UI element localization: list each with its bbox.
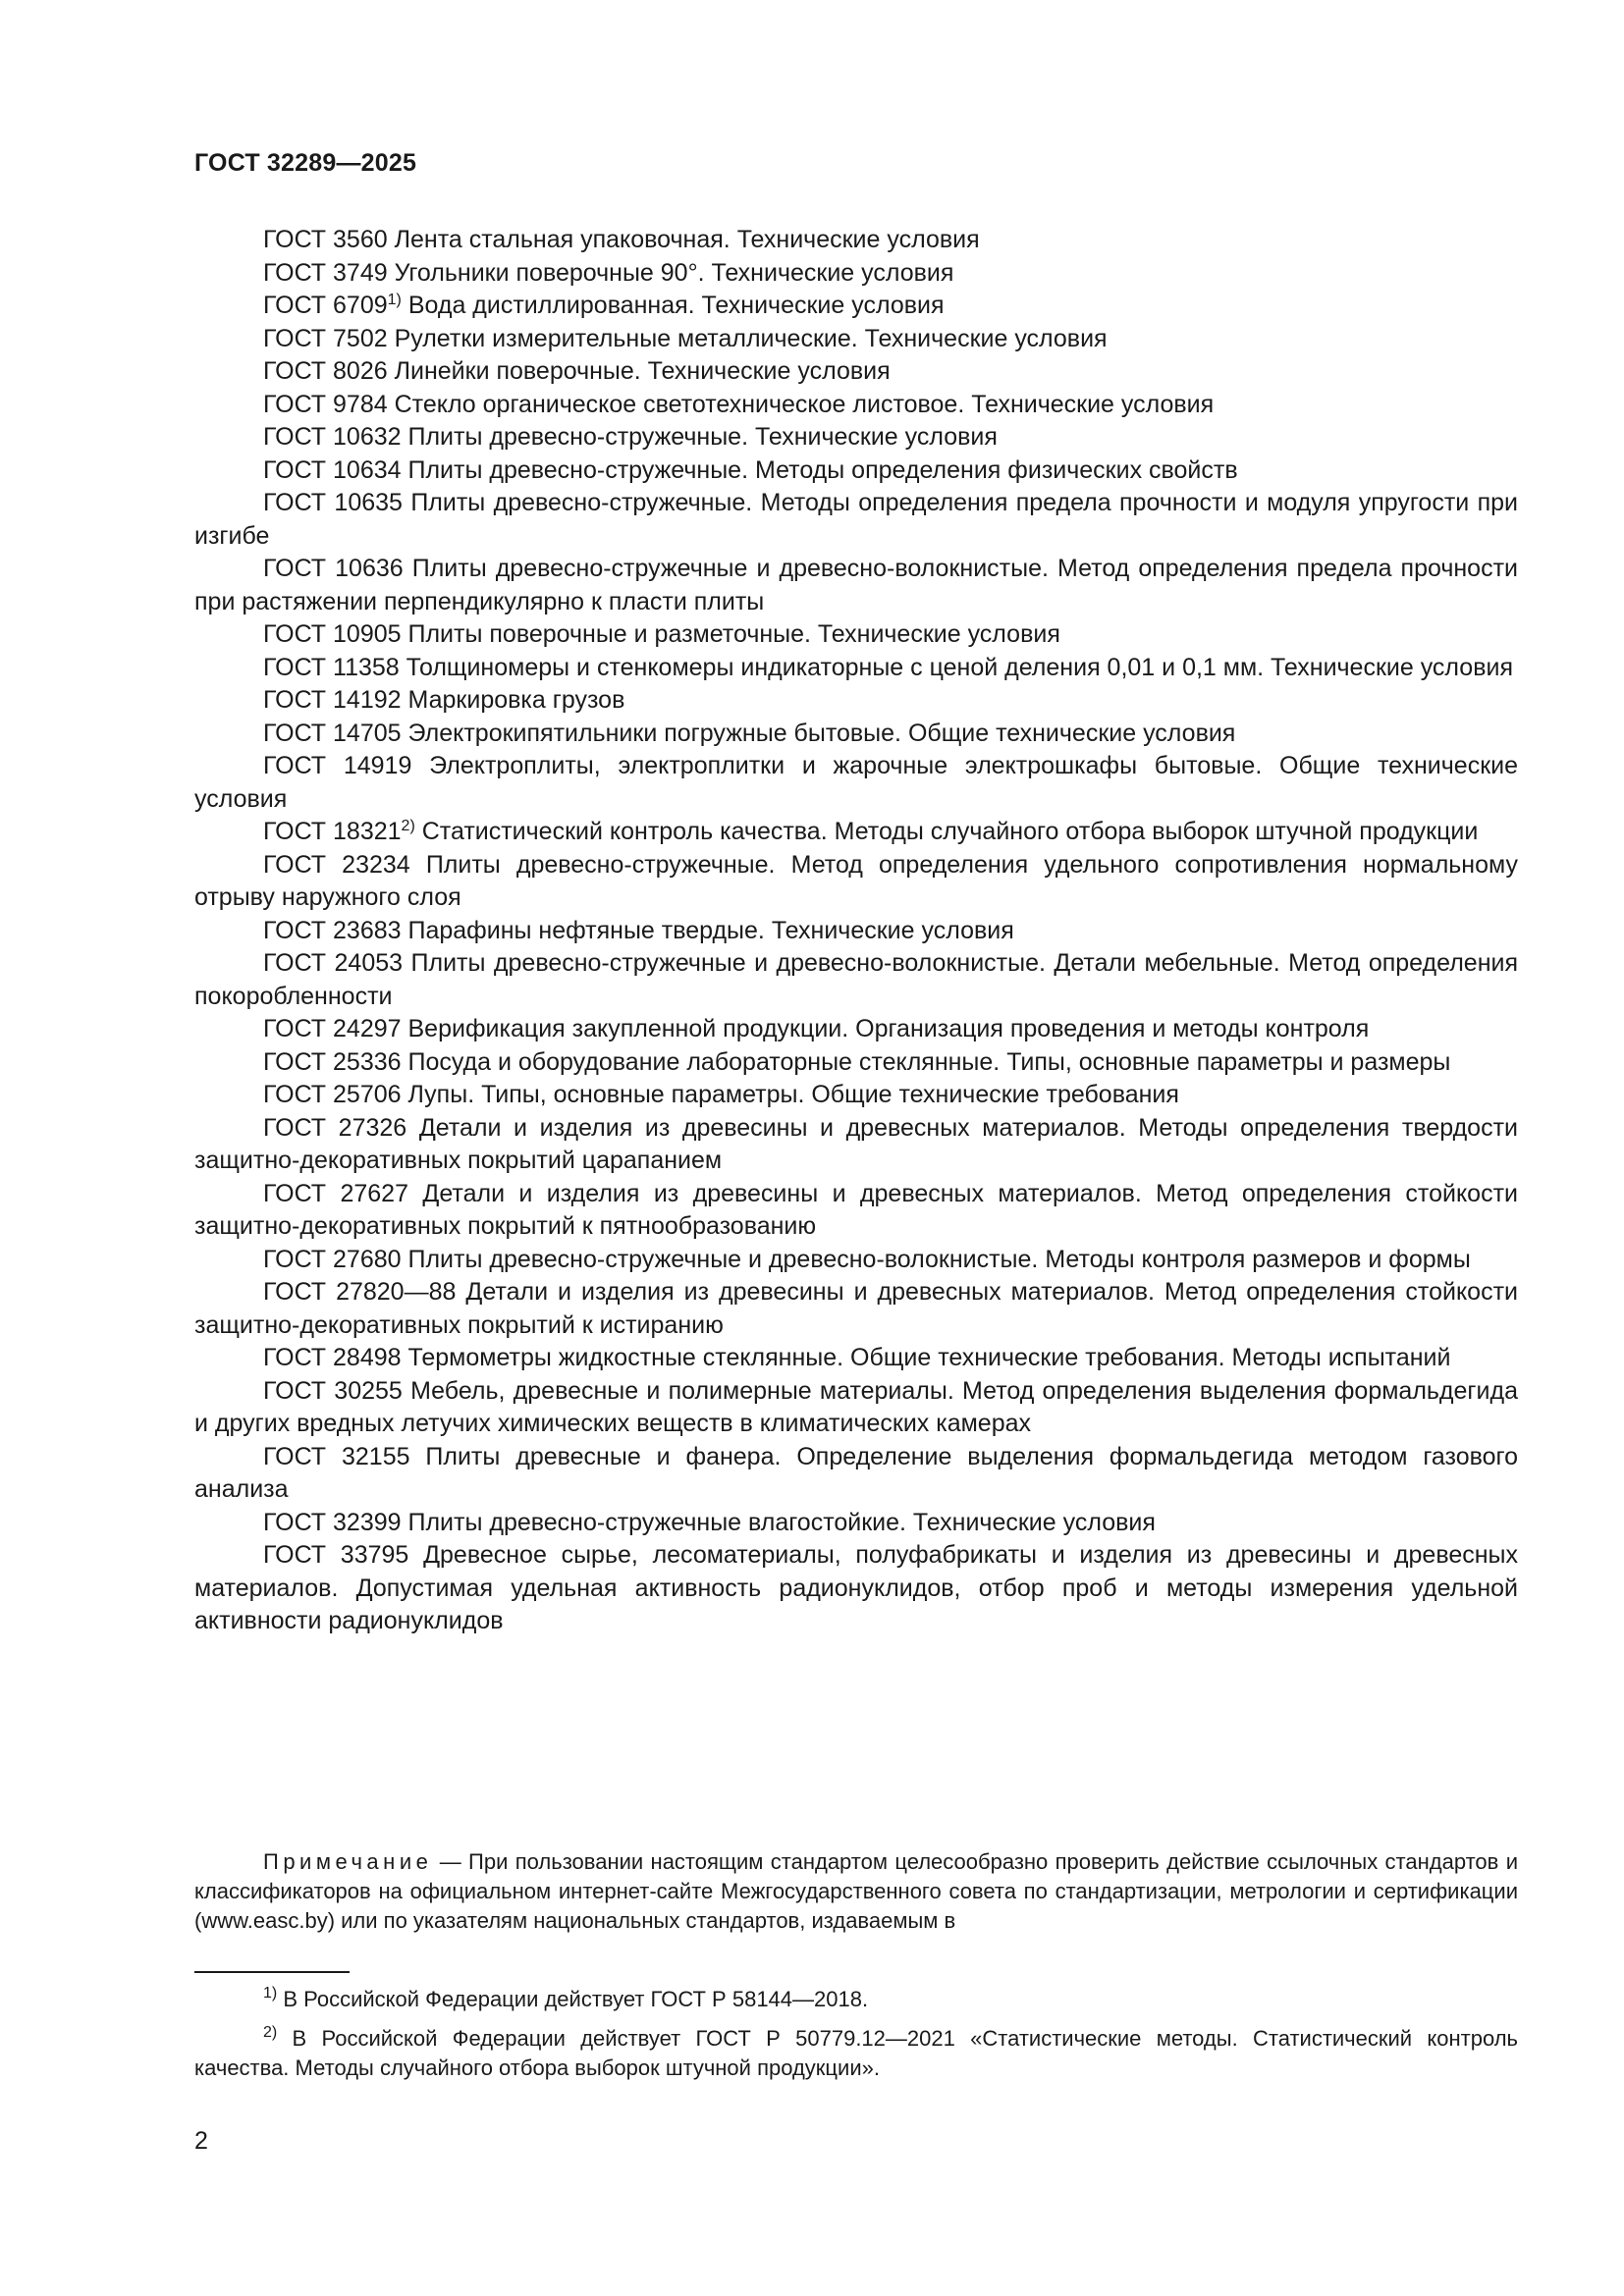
reference-item bbox=[194, 718, 1518, 751]
reference-title: Линейки поверочные. Технические условия bbox=[394, 357, 891, 385]
reference-code: ГОСТ 30255 bbox=[263, 1376, 403, 1405]
reference-title: Верификация закупленной продукции. Организация проведения и методы контроля bbox=[407, 1015, 1370, 1042]
reference-title: Плиты древесно-стружечные. Методы определения физических свойств bbox=[407, 455, 1238, 484]
reference-title: Плиты древесно-стружечные. Метод определения удельного сопротивления нормальному отрыву наружного слоя bbox=[194, 850, 1518, 911]
reference-code: ГОСТ 9784 bbox=[263, 390, 388, 418]
reference-title: Посуда и оборудование лабораторные стеклянные. Типы, основные параметры и размеры bbox=[407, 1047, 1451, 1076]
reference-title: Древесное сырье, лесоматериалы, полуфабрикаты и изделия из древесины и древесных материалов. Допустимая удельная активность радионуклидов, отбор проб и методы измерения удельной активности радионуклидов bbox=[194, 1541, 1519, 1634]
footnote-reference-mark: 1) bbox=[387, 292, 402, 309]
reference-item bbox=[194, 1046, 1518, 1080]
reference-item bbox=[194, 1079, 1518, 1112]
reference-code: ГОСТ 10635 bbox=[263, 489, 403, 516]
reference-item bbox=[194, 915, 1518, 948]
reference-item bbox=[194, 750, 1518, 816]
footnote-mark: 2) bbox=[263, 2024, 278, 2042]
reference-code: ГОСТ 7502 bbox=[263, 324, 388, 352]
reference-code: ГОСТ 33795 bbox=[263, 1541, 409, 1569]
reference-title: Плиты древесно-стружечные. Методы определения предела прочности и модуля упругости при изгибе bbox=[194, 489, 1518, 550]
reference-title: Электроплиты, электроплитки и жарочные электрошкафы бытовые. Общие технические условия bbox=[194, 752, 1519, 813]
reference-title: Плиты поверочные и разметочные. Технические условия bbox=[407, 620, 1060, 648]
reference-code: ГОСТ 25706 bbox=[263, 1081, 402, 1108]
reference-item bbox=[194, 1013, 1518, 1046]
reference-item bbox=[194, 1539, 1518, 1638]
reference-item bbox=[194, 849, 1518, 915]
reference-item bbox=[194, 389, 1518, 422]
reference-item bbox=[194, 618, 1518, 652]
reference-code: ГОСТ 11358 bbox=[263, 653, 400, 681]
reference-code: ГОСТ 27326 bbox=[263, 1113, 407, 1142]
reference-title: Детали и изделия из древесины и древесных материалов. Метод определения стойкости защитно-декоративных покрытий к пятнообразованию bbox=[194, 1179, 1518, 1240]
reference-item bbox=[194, 454, 1518, 488]
reference-title: Маркировка грузов bbox=[407, 686, 625, 714]
reference-item bbox=[194, 1441, 1518, 1507]
reference-title: Стекло органическое светотехническое листовое. Технические условия bbox=[394, 390, 1215, 418]
reference-code: ГОСТ 14705 bbox=[263, 719, 402, 747]
reference-code: ГОСТ 10636 bbox=[263, 555, 404, 582]
reference-title: Плиты древесно-стружечные и древесно-волокнистые. Метод определения предела прочности при растяжении перпендикулярно к пласти плиты bbox=[194, 555, 1518, 615]
footnote-1 bbox=[194, 1985, 1518, 2014]
reference-item bbox=[194, 224, 1518, 257]
reference-item bbox=[194, 1342, 1518, 1375]
reference-item bbox=[194, 947, 1518, 1013]
reference-title: Плиты древесно-стружечные. Технические условия bbox=[407, 423, 998, 451]
footnotes bbox=[194, 1985, 1518, 2093]
reference-code: ГОСТ 8026 bbox=[263, 357, 388, 385]
reference-title: Статистический контроль качества. Методы случайного отбора выборок штучной продукции bbox=[421, 818, 1479, 845]
reference-title: Угольники поверочные 90°. Технические условия bbox=[394, 258, 954, 287]
reference-code: ГОСТ 23683 bbox=[263, 916, 402, 944]
reference-code: ГОСТ 18321 bbox=[263, 818, 402, 845]
reference-code: ГОСТ 24053 bbox=[263, 949, 404, 977]
note-text: — При пользовании настоящим стандартом целесообразно проверить действие ссылочных стандартов и классификаторов на официальном интернет-сайте Межгосударственного совета по стандартизации, метрологии и сертификации (www.easc.by) или по указателям национальных стандартов, издаваемым в bbox=[194, 1849, 1518, 1933]
footnote-2 bbox=[194, 2024, 1518, 2083]
reference-code: ГОСТ 3749 bbox=[263, 258, 388, 287]
footnote-separator bbox=[194, 1971, 350, 1973]
note-label: Примечание bbox=[263, 1849, 433, 1874]
reference-title: Мебель, древесные и полимерные материалы. Метод определения выделения формальдегида и других вредных летучих химических веществ в климатических камерах bbox=[194, 1376, 1518, 1437]
normative-references-list bbox=[194, 224, 1518, 1638]
note-paragraph bbox=[194, 1847, 1518, 1936]
reference-code: ГОСТ 10905 bbox=[263, 620, 402, 648]
reference-title: Толщиномеры и стенкомеры индикаторные с ценой деления 0,01 и 0,1 мм. Технические условия bbox=[406, 653, 1513, 681]
page-number: 2 bbox=[194, 2127, 208, 2155]
reference-item bbox=[194, 1276, 1518, 1342]
reference-item bbox=[194, 1375, 1518, 1441]
reference-item bbox=[194, 1507, 1518, 1540]
reference-code: ГОСТ 25336 bbox=[263, 1047, 402, 1076]
reference-code: ГОСТ 27820—88 bbox=[263, 1278, 457, 1306]
reference-title: Плиты древесные и фанера. Определение выделения формальдегида методом газового анализа bbox=[194, 1442, 1518, 1503]
reference-title: Плиты древесно-стружечные и древесно-волокнистые. Детали мебельные. Метод определения покоробленности bbox=[194, 949, 1518, 1010]
reference-item bbox=[194, 684, 1518, 718]
reference-title: Детали и изделия из древесины и древесных материалов. Метод определения стойкости защитно-декоративных покрытий к истиранию bbox=[194, 1278, 1518, 1339]
reference-title: Термометры жидкостные стеклянные. Общие технические требования. Методы испытаний bbox=[407, 1344, 1451, 1371]
reference-item bbox=[194, 1178, 1518, 1244]
reference-code: ГОСТ 28498 bbox=[263, 1344, 402, 1371]
reference-code: ГОСТ 10632 bbox=[263, 423, 402, 451]
reference-title: Рулетки измерительные металлические. Технические условия bbox=[394, 324, 1108, 352]
reference-item bbox=[194, 355, 1518, 389]
reference-code: ГОСТ 6709 bbox=[263, 292, 388, 319]
reference-item bbox=[194, 487, 1518, 553]
reference-code: ГОСТ 14192 bbox=[263, 686, 402, 714]
reference-code: ГОСТ 32155 bbox=[263, 1442, 410, 1470]
reference-item bbox=[194, 1112, 1518, 1178]
reference-item bbox=[194, 323, 1518, 356]
reference-title: Детали и изделия из древесины и древесных материалов. Методы определения твердости защитно-декоративных покрытий царапанием bbox=[194, 1113, 1518, 1174]
reference-code: ГОСТ 10634 bbox=[263, 455, 402, 484]
reference-item bbox=[194, 421, 1518, 454]
reference-code: ГОСТ 32399 bbox=[263, 1508, 402, 1536]
reference-code: ГОСТ 27627 bbox=[263, 1179, 408, 1207]
reference-title: Лента стальная упаковочная. Технические условия bbox=[394, 226, 980, 253]
reference-title: Плиты древесно-стружечные влагостойкие. Технические условия bbox=[407, 1508, 1156, 1536]
footnote-mark: 1) bbox=[263, 1985, 278, 2002]
footnote-text: В Российской Федерации действует ГОСТ Р 58144—2018. bbox=[277, 1987, 869, 2011]
document-header-code: ГОСТ 32289—2025 bbox=[194, 149, 417, 177]
reference-item bbox=[194, 652, 1518, 685]
reference-item bbox=[194, 257, 1518, 291]
document-page bbox=[194, 0, 1518, 2296]
footnote-reference-mark: 2) bbox=[401, 818, 415, 835]
reference-code: ГОСТ 27680 bbox=[263, 1245, 402, 1273]
reference-code: ГОСТ 3560 bbox=[263, 226, 388, 253]
reference-code: ГОСТ 23234 bbox=[263, 850, 410, 879]
reference-item bbox=[194, 1244, 1518, 1277]
reference-title: Лупы. Типы, основные параметры. Общие технические требования bbox=[407, 1081, 1179, 1108]
reference-item bbox=[194, 290, 1518, 323]
reference-title: Электрокипятильники погружные бытовые. Общие технические условия bbox=[407, 719, 1236, 747]
reference-title: Вода дистиллированная. Технические условия bbox=[407, 292, 945, 319]
reference-code: ГОСТ 24297 bbox=[263, 1015, 402, 1042]
footnote-text: В Российской Федерации действует ГОСТ Р 50779.12—2021 «Статистические методы. Статистический контроль качества. Методы случайного отбора выборок штучной продукции». bbox=[194, 2026, 1518, 2080]
reference-title: Парафины нефтяные твердые. Технические условия bbox=[407, 916, 1014, 944]
reference-code: ГОСТ 14919 bbox=[263, 752, 412, 779]
reference-title: Плиты древесно-стружечные и древесно-волокнистые. Методы контроля размеров и формы bbox=[407, 1245, 1471, 1273]
reference-item bbox=[194, 553, 1518, 618]
reference-item bbox=[194, 816, 1518, 849]
